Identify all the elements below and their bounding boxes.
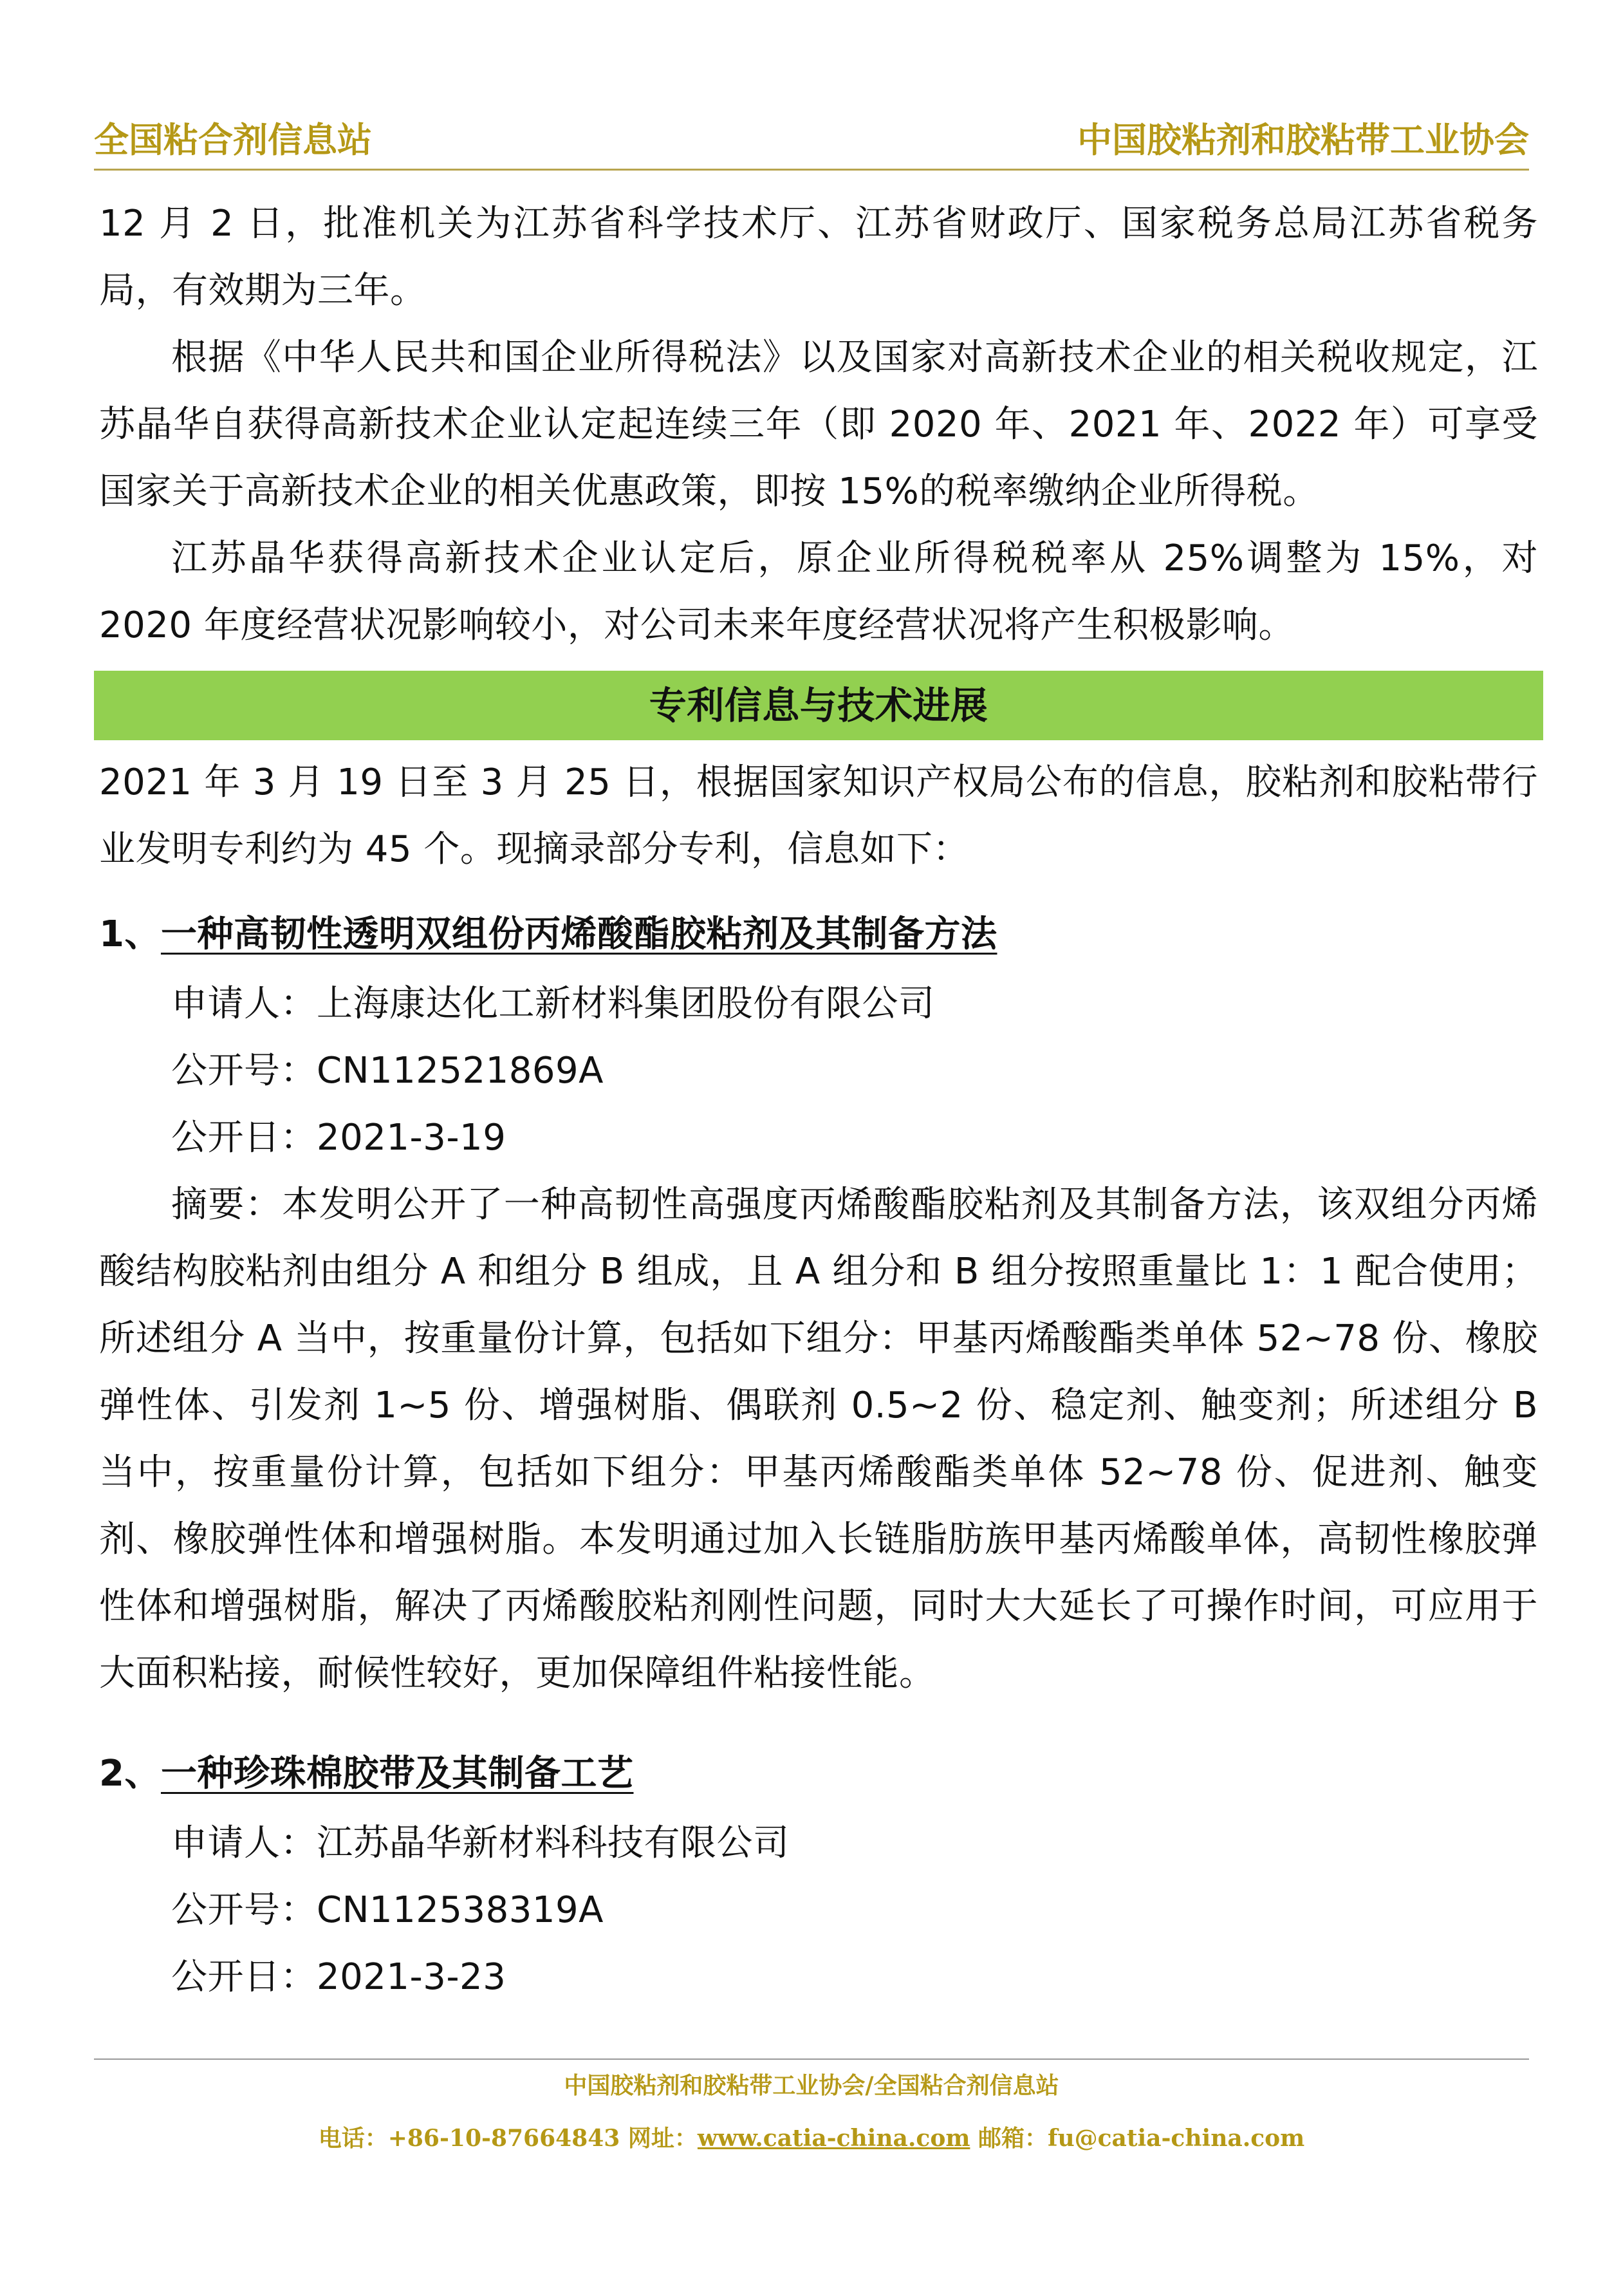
header-left-title: 全国粘合剂信息站 — [94, 119, 372, 160]
document-body — [99, 191, 1538, 2011]
intro-paragraph-1: 12 月 2 日，批准机关为江苏省科学技术厅、江苏省财政厅、国家税务总局江苏省税务局，有效期为三年。 — [99, 203, 1538, 312]
patent-2-pub-no: 公开号：CN112538319A — [171, 1889, 604, 1931]
patent-1-abstract: 摘要：本发明公开了一种高韧性高强度丙烯酸酯胶粘剂及其制备方法，该双组分丙烯酸结构胶粘剂由组分 A 和组分 B 组成，且 A 组分和 B 组分按照重量比 1：1 配合使用；所述组分 A 当中，按重量份计算，包括如下组分：甲基丙烯酸酯类单体 52~78 份、橡胶弹性体、引发剂 1~5 份、增强树脂、偶联剂 0.5~2 份、稳定剂、触变剂；所述组分 B 当中，按重量份计算，包括如下组分：甲基丙烯酸酯类单体 52~78 份、促进剂、触变剂、橡胶弹性体和增强树脂。本发明通过加入长链脂肪族甲基丙烯酸单体，高韧性橡胶弹性体和增强树脂，解决了丙烯酸胶粘剂刚性问题，同时大大延长了可操作时间，可应用于大面积粘接，耐候性较好，更加保障组件粘接性能。 — [99, 1184, 1539, 1694]
patent-2-title — [99, 1741, 1538, 1807]
footer-phone: 电话：+86-10-87664843 网址： — [318, 2125, 698, 2152]
section-intro: 2021 年 3 月 19 日至 3 月 25 日，根据国家知识产权局公布的信息，胶粘剂和胶粘带行业发明专利约为 45 个。现摘录部分专利，信息如下： — [99, 761, 1538, 870]
footer-organization: 中国胶粘剂和胶粘带工业协会/全国粘合剂信息站 — [564, 2072, 1059, 2099]
footer-website-link[interactable]: www.catia-china.com — [697, 2125, 970, 2152]
patent-1-title-text: 一种高韧性透明双组份丙烯酸酯胶粘剂及其制备方法 — [160, 913, 997, 955]
intro-paragraph-2: 根据《中华人民共和国企业所得税法》以及国家对高新技术企业的相关税收规定，江苏晶华自获得高新技术企业认定起连续三年（即 2020 年、2021 年、2022 年）可享受国家关于高新技术企业的相关优惠政策，即按 15%的税率缴纳企业所得税。 — [99, 337, 1538, 512]
patent-1-applicant: 申请人：上海康达化工新材料集团股份有限公司 — [171, 983, 935, 1025]
patent-1-number: 1、 — [99, 913, 161, 955]
patent-2-number: 2、 — [99, 1753, 161, 1795]
patent-1-pub-no: 公开号：CN112521869A — [171, 1050, 604, 1092]
page-header — [94, 111, 1529, 171]
patent-2-title-text: 一种珍珠棉胶带及其制备工艺 — [160, 1753, 634, 1795]
patent-2-pub-date: 公开日：2021-3-23 — [171, 1956, 506, 1998]
patent-2-applicant: 申请人：江苏晶华新材料科技有限公司 — [171, 1822, 790, 1864]
intro-paragraph-3: 江苏晶华获得高新技术企业认定后，原企业所得税税率从 25%调整为 15%，对 2020 年度经营状况影响较小，对公司未来年度经营状况将产生积极影响。 — [99, 537, 1538, 646]
patent-1-title — [99, 901, 1538, 968]
footer-email: 邮箱：fu@catia-china.com — [970, 2125, 1305, 2152]
section-banner: 专利信息与技术进展 — [94, 671, 1543, 740]
footer-divider — [94, 2058, 1529, 2060]
footer-contact — [0, 2120, 1623, 2153]
patent-1-pub-date: 公开日：2021-3-19 — [171, 1117, 506, 1159]
header-right-title: 中国胶粘剂和胶粘带工业协会 — [1077, 119, 1529, 160]
